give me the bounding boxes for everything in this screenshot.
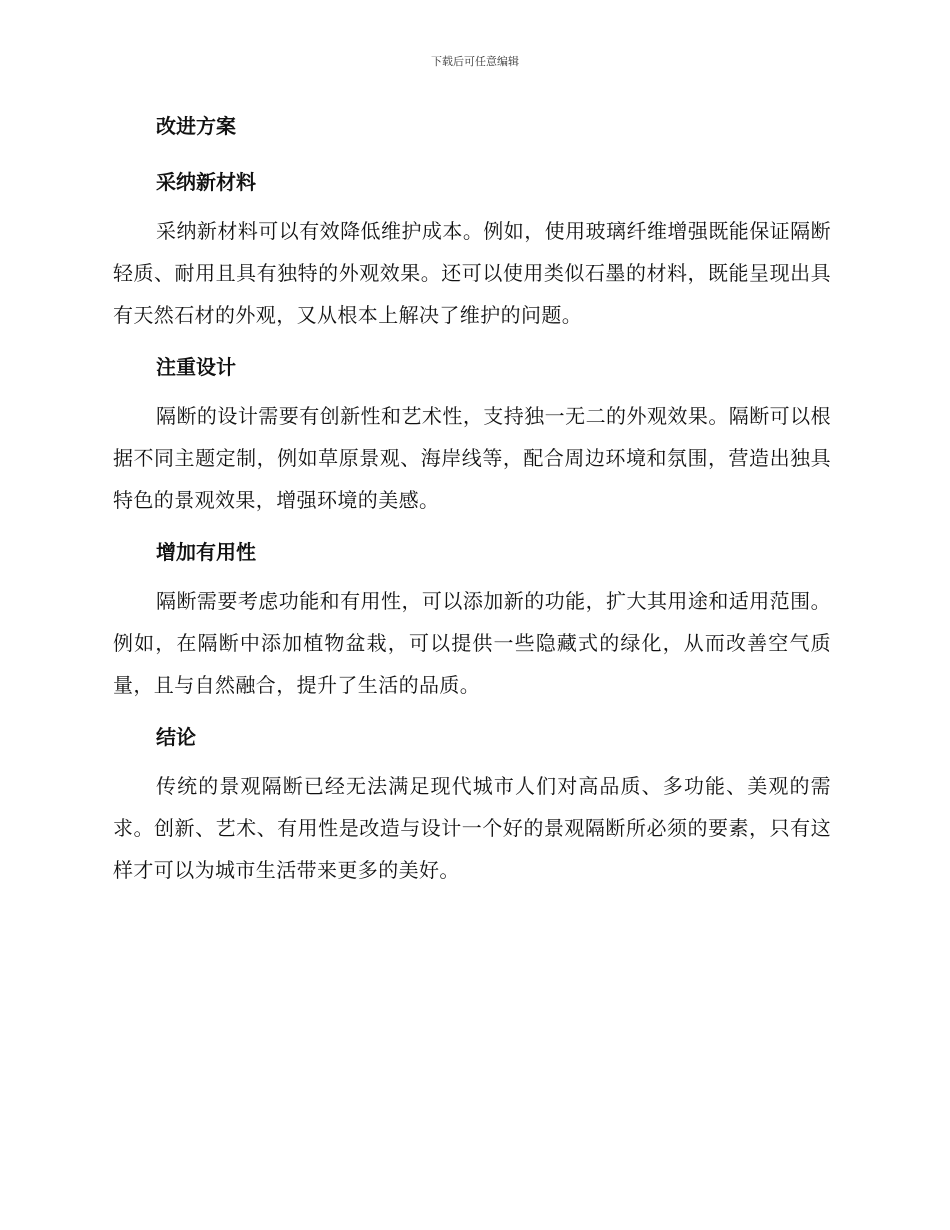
paragraph-design: 隔断的设计需要有创新性和艺术性，支持独一无二的外观效果。隔断可以根据不同主题定制，例如草原景观、海岸线等，配合周边环境和氛围，营造出独具特色的景观效果，增强环境的美感。 [113,404,831,512]
section-heading-improvement-plan: 改进方案 [156,114,236,138]
section-heading-new-materials: 采纳新材料 [156,170,256,194]
section-heading-usefulness: 增加有用性 [156,540,256,564]
paragraph-new-materials: 采纳新材料可以有效降低维护成本。例如，使用玻璃纤维增强既能保证隔断轻质、耐用且具有独特的外观效果。还可以使用类似石墨的材料，既能呈现出具有天然石材的外观，又从根本上解决了维护的问题。 [113,219,831,327]
document-body [113,104,831,900]
section-heading-conclusion: 结论 [156,725,196,749]
paragraph-usefulness: 隔断需要考虑功能和有用性，可以添加新的功能，扩大其用途和适用范围。例如，在隔断中添加植物盆栽，可以提供一些隐藏式的绿化，从而改善空气质量，且与自然融合，提升了生活的品质。 [113,589,831,697]
header-note: 下载后可任意编辑 [431,55,519,68]
section-heading-design: 注重设计 [156,355,236,379]
paragraph-conclusion: 传统的景观隔断已经无法满足现代城市人们对高品质、多功能、美观的需求。创新、艺术、有用性是改造与设计一个好的景观隔断所必须的要素，只有这样才可以为城市生活带来更多的美好。 [113,774,831,882]
